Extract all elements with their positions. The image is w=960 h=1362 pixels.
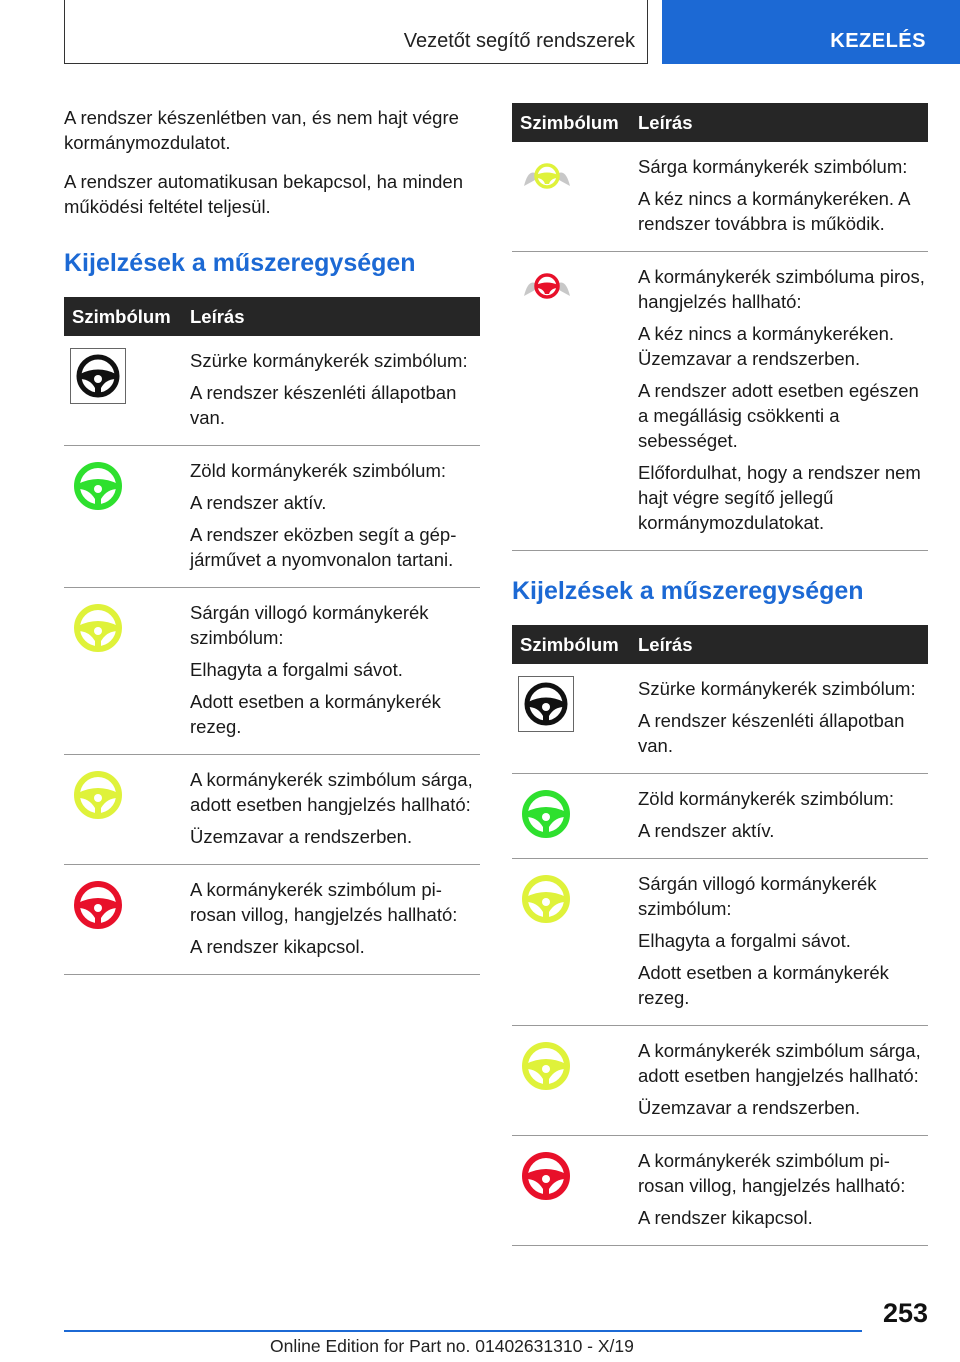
steering-wheel-green-icon [70, 458, 126, 514]
description-line: A rendszer kikapcsol. [638, 1207, 813, 1228]
right-column [512, 103, 928, 1246]
description-line: A rendszer készenléti állapotban van. [190, 382, 457, 428]
description-line: A rendszer eközben segít a gépjárművet a nyomvonalon tartani. [190, 524, 457, 570]
table-row [512, 774, 928, 859]
description-line: Szürke kormánykerék szimbólum: [190, 350, 468, 371]
description-line: Sárgán villogó kormánykerék szimbólum: [190, 602, 429, 648]
description-cell [630, 142, 928, 252]
description-line: A kormánykerék szimbólum pirosan villog, hangjelzés hallható: [190, 879, 458, 925]
column-header-symbol: Szimbólum [512, 103, 630, 142]
description-cell [182, 588, 480, 755]
symbol-cell [512, 859, 630, 1026]
description-cell [630, 1026, 928, 1136]
description-line: Sárgán villogó kormánykerék szimbólum: [638, 873, 877, 919]
description-line: Üzemzavar a rendszerben. [190, 826, 413, 847]
description-line: Előfordulhat, hogy a rendszer nem hajt végre segítő jellegű kormánymozdulatokat. [638, 462, 921, 533]
section-heading: Kijelzések a műszeregységen [64, 249, 416, 277]
table-row [64, 755, 480, 865]
table-row [64, 336, 480, 446]
description-line: Zöld kormánykerék szimbólum: [190, 460, 446, 481]
header-title-box [64, 0, 648, 64]
table-row [512, 664, 928, 774]
symbol-cell [64, 865, 182, 975]
steering-wheel-grey-icon [518, 676, 574, 732]
symbol-table-body [64, 336, 480, 975]
description-line: A rendszer adott esetben egészen a megállásig csökkenti a sebességet. [638, 380, 919, 451]
steering-wheel-yellow-icon [518, 1038, 574, 1094]
description-line: A kéz nincs a kormánykeréken. Üzemzavar a rendszerben. [638, 323, 895, 369]
symbol-cell [64, 755, 182, 865]
symbol-cell [512, 664, 630, 774]
description-line: Sárga kormánykerék szimbólum: [638, 156, 908, 177]
symbol-table [512, 625, 928, 1246]
description-cell [630, 664, 928, 774]
description-cell [182, 755, 480, 865]
steering-wheel-red-icon [518, 1148, 574, 1204]
table-row [512, 1026, 928, 1136]
steering-wheel-hands-yellow-icon [522, 160, 572, 190]
description-line: Elhagyta a forgalmi sávot. [190, 659, 403, 680]
description-line: A rendszer aktív. [190, 492, 327, 513]
symbol-cell [512, 1026, 630, 1136]
table-row [512, 252, 928, 551]
column-header-description: Leírás [630, 625, 928, 664]
description-line: A kormánykerék szimbólum sárga, adott esetben hangjelzés hallható: [190, 769, 473, 815]
description-cell [182, 865, 480, 975]
table-row [512, 859, 928, 1026]
column-header-symbol: Szimbólum [64, 297, 182, 336]
description-cell [182, 336, 480, 446]
steering-wheel-yellow-icon [70, 767, 126, 823]
description-line: A rendszer készenléti állapotban van. [638, 710, 905, 756]
description-line: Elhagyta a forgalmi sávot. [638, 930, 851, 951]
description-line: Szürke kormánykerék szimbólum: [638, 678, 916, 699]
symbol-cell [512, 252, 630, 551]
symbol-cell [64, 446, 182, 588]
intro-paragraph: A rendszer automatikusan bekapcsol, ha minden működési feltétel teljesül. [64, 171, 464, 217]
symbol-table [64, 297, 480, 975]
symbol-cell [512, 774, 630, 859]
section-heading: Kijelzések a műszeregységen [512, 577, 864, 605]
steering-wheel-yellow-icon [518, 871, 574, 927]
steering-wheel-green-icon [518, 786, 574, 842]
description-line: A kormánykerék szimbólum sárga, adott esetben hangjelzés hallható: [638, 1040, 921, 1086]
steering-wheel-red-icon [70, 877, 126, 933]
steering-wheel-hands-red-icon [522, 270, 572, 300]
symbol-cell [512, 142, 630, 252]
table-row [512, 142, 928, 252]
footer-divider [64, 1330, 862, 1332]
description-cell [630, 859, 928, 1026]
intro-paragraph: A rendszer készenlétben van, és nem hajt végre kormánymozdulatot. [64, 107, 459, 153]
column-header-description: Leírás [182, 297, 480, 336]
table-row [64, 588, 480, 755]
description-line: A kéz nincs a kormánykeréken. A rendszer továbbra is működik. [638, 188, 910, 234]
description-line: Üzemzavar a rendszerben. [638, 1097, 861, 1118]
description-line: A rendszer aktív. [638, 820, 775, 841]
description-cell [630, 774, 928, 859]
column-header-symbol: Szimbólum [512, 625, 630, 664]
symbol-table-body [512, 664, 928, 1246]
header-section-tab [662, 0, 960, 64]
description-line: Adott esetben a kormánykerék rezeg. [638, 962, 889, 1008]
symbol-cell [64, 336, 182, 446]
description-cell [182, 446, 480, 588]
description-cell [630, 252, 928, 551]
section-label: KEZELÉS [830, 30, 926, 52]
symbol-cell [512, 1136, 630, 1246]
description-line: A rendszer kikapcsol. [190, 936, 365, 957]
description-line: Zöld kormánykerék szimbólum: [638, 788, 894, 809]
description-line: A kormánykerék szimbóluma piros, hangjelzés hallható: [638, 266, 925, 312]
column-header-description: Leírás [630, 103, 928, 142]
steering-wheel-grey-icon [70, 348, 126, 404]
page-number: 253 [882, 1298, 928, 1328]
symbol-table-body [512, 142, 928, 551]
edition-note: Online Edition for Part no. 01402631310 - X/19 [270, 1336, 634, 1356]
description-line: A kormánykerék szimbólum pirosan villog, hangjelzés hallható: [638, 1150, 906, 1196]
table-row [64, 865, 480, 975]
description-cell [630, 1136, 928, 1246]
chapter-title: Vezetőt segítő rendszerek [403, 30, 635, 52]
table-row [512, 1136, 928, 1246]
symbol-cell [64, 588, 182, 755]
symbol-table [512, 103, 928, 551]
steering-wheel-yellow-icon [70, 600, 126, 656]
description-line: Adott esetben a kormánykerék rezeg. [190, 691, 441, 737]
table-row [64, 446, 480, 588]
left-column [64, 105, 480, 975]
